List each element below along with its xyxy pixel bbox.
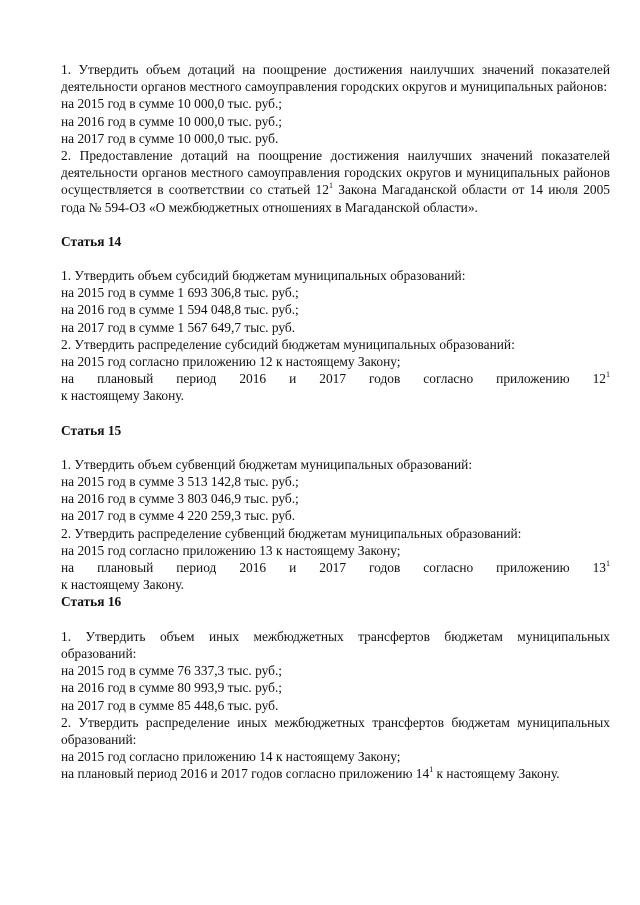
- article14-planning-superscript: 1: [606, 370, 610, 380]
- article13-clause1: 1. Утвердить объем дотаций на поощрение достижения наилучших значений показателей деятельности органов местного самоуправления городских округов и муниципальных районов:: [61, 62, 610, 95]
- article16-amount-2016: на 2016 год в сумме 80 993,9 тыс. руб.;: [61, 680, 283, 696]
- article16-amount-2015: на 2015 год в сумме 76 337,3 тыс. руб.;: [61, 663, 283, 679]
- article13-clause2-superscript: 1: [328, 181, 333, 191]
- article14-clause2: 2. Утвердить распределение субсидий бюджетам муниципальных образований:: [61, 336, 515, 352]
- article15-amount-2016: на 2016 год в сумме 3 803 046,9 тыс. руб.;: [61, 491, 299, 507]
- article15-amount-2015: на 2015 год в сумме 3 513 142,8 тыс. руб.;: [61, 474, 299, 490]
- article16-planning-superscript: 1: [429, 765, 434, 775]
- article14-amount-2017: на 2017 год в сумме 1 567 649,7 тыс. руб.: [61, 319, 296, 335]
- article14-amount-2016: на 2016 год в сумме 1 594 048,8 тыс. руб.;: [61, 302, 299, 318]
- article15-planning-end: к настоящему Закону.: [61, 577, 184, 593]
- article16-distribution-2015: на 2015 год согласно приложению 14 к настоящему Закону;: [61, 749, 401, 765]
- article14-title: Статья 14: [61, 233, 122, 249]
- article15-clause1: 1. Утвердить объем субвенций бюджетам муниципальных образований:: [61, 456, 473, 472]
- article16-planning-text: на плановый период 2016 и 2017 годов согласно приложению 14: [61, 766, 430, 782]
- article15-distribution-2015: на 2015 год согласно приложению 13 к настоящему Закону;: [61, 542, 401, 558]
- article13-amount-2015: на 2015 год в сумме 10 000,0 тыс. руб.;: [61, 96, 283, 112]
- article13-amount-2016: на 2016 год в сумме 10 000,0 тыс. руб.;: [61, 113, 283, 129]
- article16-amount-2017: на 2017 год в сумме 85 448,6 тыс. руб.: [61, 697, 279, 713]
- article15-clause2: 2. Утвердить распределение субвенций бюджетам муниципальных образований:: [61, 525, 522, 541]
- article15-planning-superscript: 1: [606, 559, 610, 569]
- article13-clause2-text: 2. Предоставление дотаций на поощрение достижения наилучших значений показателей деятельности органов местного самоуправления городских округов и муниципальных районов осуществляется в соответствии со статьей 12: [61, 148, 610, 198]
- article16-title: Статья 16: [61, 594, 122, 610]
- article14-distribution-2015: на 2015 год согласно приложению 12 к настоящему Закону;: [61, 354, 401, 370]
- article14-planning-period: [61, 370, 610, 387]
- document-page: [61, 61, 610, 783]
- article13-amount-2017: на 2017 год в сумме 10 000,0 тыс. руб.: [61, 130, 279, 146]
- article15-title: Статья 15: [61, 422, 122, 438]
- article15-amount-2017: на 2017 год в сумме 4 220 259,3 тыс. руб.: [61, 508, 296, 524]
- article13-clause2: [61, 147, 610, 216]
- article15-planning-period: [61, 559, 610, 576]
- article14-planning-end: к настоящему Закону.: [61, 388, 184, 404]
- article16-clause1: 1. Утвердить объем иных межбюджетных трансфертов бюджетам муниципальных образований:: [61, 628, 610, 661]
- article15-planning-text: на плановый период 2016 и 2017 годов согласно приложению 13: [61, 560, 606, 576]
- article14-amount-2015: на 2015 год в сумме 1 693 306,8 тыс. руб.;: [61, 285, 299, 301]
- article14-planning-text: на плановый период 2016 и 2017 годов согласно приложению 12: [61, 371, 606, 387]
- article13-clause2-text-end: Закона Магаданской области от 14 июля 2005 года № 594-ОЗ «О межбюджетных отношениях в Магаданской области».: [61, 182, 610, 215]
- article16-planning-period: [61, 765, 610, 782]
- article16-planning-text-end: к настоящему Закону.: [433, 766, 560, 782]
- article16-clause2: 2. Утвердить распределение иных межбюджетных трансфертов бюджетам муниципальных образований:: [61, 714, 610, 747]
- article14-clause1: 1. Утвердить объем субсидий бюджетам муниципальных образований:: [61, 268, 466, 284]
